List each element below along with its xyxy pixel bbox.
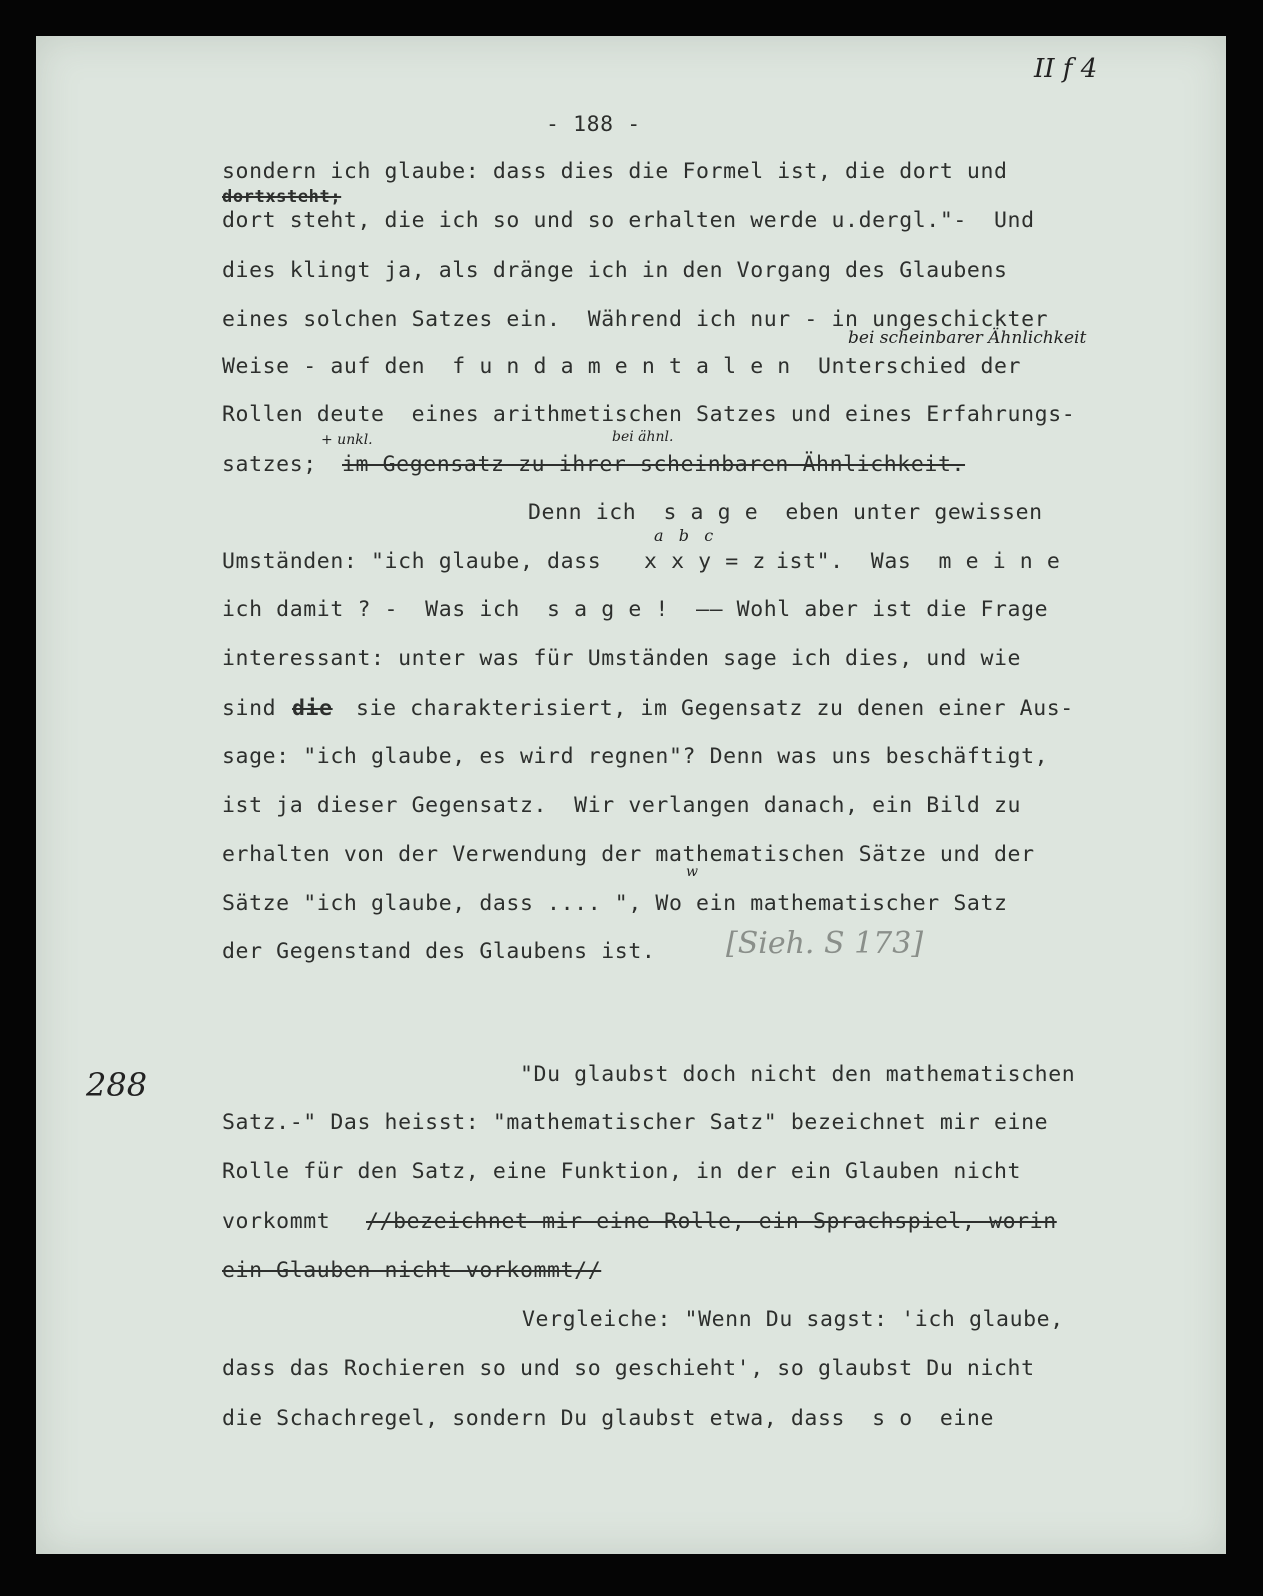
text-line: dass das Rochieren so und so geschieht', so glaubst Du nicht — [222, 1356, 1035, 1381]
handwritten-insertion: bei scheinbarer Ähnlichkeit — [848, 328, 1087, 348]
text-line: Rolle für den Satz, eine Funktion, in der ein Glauben nicht — [222, 1159, 1022, 1184]
text-line: Sätze "ich glaube, dass .... ", Wo ein mathematischer Satz — [222, 891, 1008, 916]
document-page — [36, 36, 1226, 1554]
formula: x x y = z — [644, 549, 766, 574]
struck-text: im Gegensatz zu ihrer scheinbaren Ähnlichkeit. — [342, 452, 966, 477]
text-line: sage: "ich glaube, es wird regnen"? Denn was uns beschäftigt, — [222, 744, 1049, 769]
text-line: Rollen deute eines arithmetischen Satzes und eines Erfahrungs- — [222, 402, 1076, 427]
text-line: interessant: unter was für Umständen sage ich dies, und wie — [222, 646, 1022, 671]
struck-text: //bezeichnet mir eine Rolle, ein Sprachspiel, worin — [366, 1209, 1057, 1234]
text-line: Vergleiche: "Wenn Du sagst: 'ich glaube, — [522, 1307, 1064, 1332]
text-line: sondern ich glaube: dass dies die Formel ist, die dort und — [222, 159, 1008, 184]
text-line: ist ja dieser Gegensatz. Wir verlangen danach, ein Bild zu — [222, 793, 1022, 818]
handwritten-insertion: w — [686, 864, 698, 880]
struck-text: ein Glauben nicht vorkommt// — [222, 1258, 602, 1283]
text-line: Umständen: "ich glaube, dass — [222, 549, 602, 574]
source-reference: [Sieh. S 173] — [726, 926, 924, 961]
text-line: eines solchen Satzes ein. Während ich nur - in ungeschickter — [222, 307, 1049, 332]
handwritten-insertion: bei ähnl. — [612, 429, 674, 445]
text-line: vorkommt — [222, 1209, 331, 1234]
text-line: dies klingt ja, als dränge ich in den Vorgang des Glaubens — [222, 258, 1008, 283]
text-line: Weise - auf den f u n d a m e n t a l e n Unterschied der — [222, 354, 1022, 379]
text-line: ich damit ? - Was ich s a g e ! —— Wohl aber ist die Frage — [222, 597, 1049, 622]
text-line: sie charakterisiert, im Gegensatz zu denen einer Aus- — [356, 696, 1074, 721]
text-line: ist". Was m e i n e — [776, 549, 1061, 574]
handwritten-insertion: a b c — [654, 526, 714, 545]
handwritten-insertion: + unkl. — [321, 432, 373, 448]
text-line: erhalten von der Verwendung der mathematischen Sätze und der — [222, 842, 1035, 867]
text-line: sind — [222, 696, 277, 721]
text-line: Satz.-" Das heisst: "mathematischer Satz" bezeichnet mir eine — [222, 1110, 1049, 1135]
struck-text: die — [292, 696, 333, 721]
struck-text: dortxsteht; — [222, 187, 342, 207]
text-line: die Schachregel, sondern Du glaubst etwa, dass s o eine — [222, 1406, 995, 1431]
page-number: - 188 - — [546, 112, 641, 137]
text-line: Denn ich s a g e eben unter gewissen — [528, 500, 1043, 525]
text-line: der Gegenstand des Glaubens ist. — [222, 939, 656, 964]
archive-mark: II f 4 — [1034, 54, 1098, 84]
remark-number: 288 — [86, 1066, 148, 1104]
text-line: satzes; — [222, 452, 317, 477]
text-line: dort steht, die ich so und so erhalten werde u.dergl."- Und — [222, 208, 1035, 233]
text-line: "Du glaubst doch nicht den mathematischen — [520, 1062, 1076, 1087]
